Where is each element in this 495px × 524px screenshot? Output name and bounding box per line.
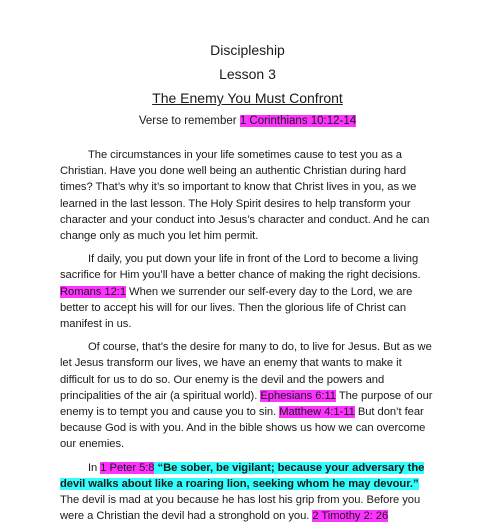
paragraph-2: [60, 251, 435, 332]
scripture-ref-matthew: Matthew 4:1-11: [279, 406, 355, 419]
paragraph-3: [60, 339, 435, 452]
verse-prefix: Verse to remember: [138, 115, 240, 127]
lesson-label: Lesson 3: [219, 66, 276, 82]
paragraph-2-text-b: When we surrender our self-every day to the Lord, we are better to accept his will for our lives. Then the glorious life of Christ can manifest in us.: [60, 285, 413, 331]
scripture-ref-1-peter: 1 Peter 5:8: [100, 461, 155, 474]
paragraph-1-text: The circumstances in your life sometimes cause to test you as a Christian. Have you done well being an authentic Christian during hard times? That’s why it’s so important to know that Christ lives in you, as we learned in the last lesson. The Holy Spirit desires to help transform your character and your conduct into Jesus’s character and conduct. And he can change only as much you let him permit.: [60, 149, 430, 243]
scripture-ref-2-timothy: 2 Timothy 2: 26: [312, 510, 389, 523]
paragraph-3-text-a: Of course, that’s the desire for many to do, to live for Jesus. But as we let Jesus transform our lives, we have an enemy that wants to make it difficult for us to do so. Our enemy is the devil and the powers and principalities of the air (a spiritual world).: [60, 341, 432, 402]
scripture-ref-ephesians: Ephesians 6:11: [260, 389, 336, 402]
paragraph-4-text-b: The devil is mad at you because he has lost his grip from you. Before you were a Christian the devil had a stronghold on you.: [60, 494, 421, 523]
paragraph-1: [60, 147, 435, 244]
paragraph-2-text-a: If daily, you put down your life in front of the Lord to become a living sacrifice for Him you’ll have a better chance of making the right decisions.: [60, 253, 421, 282]
paragraph-4: [60, 460, 435, 524]
document-title: Discipleship: [210, 42, 285, 58]
paragraph-3-text-c: But don’t fear because God is with you. And in the bible shows us how we can overcome our enemies.: [60, 406, 426, 451]
paragraph-4-text-a: In: [88, 461, 101, 474]
scripture-ref-romans: Romans 12:1: [60, 285, 126, 298]
scripture-quote: “Be sober, be vigilant; because your adversary the devil walks about like a roaring lion, seeking whom he may devour.”: [60, 461, 425, 490]
verse-reference: 1 Corinthians 10:12-14: [239, 115, 357, 127]
verse-to-remember: [60, 114, 435, 128]
lesson-subtitle: The Enemy You Must Confront: [152, 90, 343, 106]
paragraph-3-text-b: The purpose of our enemy is to tempt you and cause you to sin.: [60, 389, 433, 419]
